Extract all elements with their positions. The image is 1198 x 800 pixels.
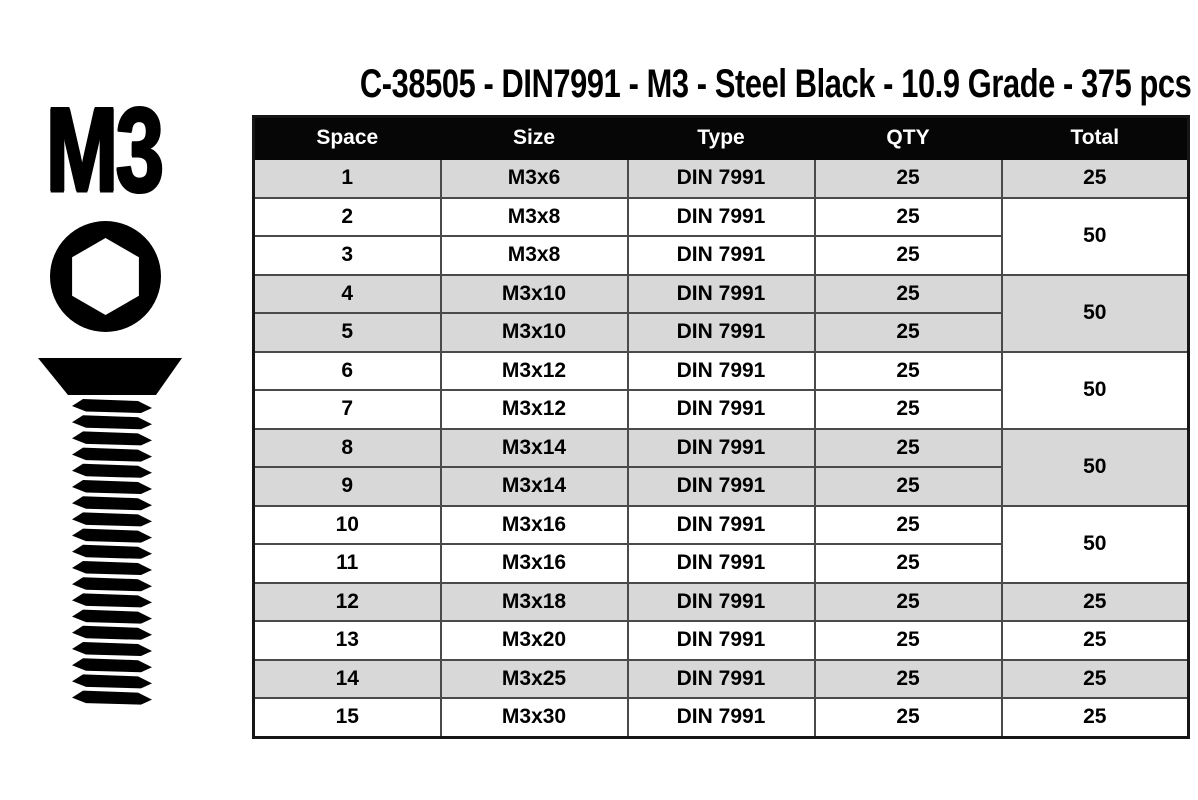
header-row — [254, 117, 1189, 160]
cell-qty: 25 — [815, 159, 1002, 198]
cell-type: DIN 7991 — [628, 660, 815, 699]
column-header-space: Space — [254, 117, 441, 160]
cell-space: 11 — [254, 544, 441, 583]
column-header-type: Type — [628, 117, 815, 160]
cell-space: 1 — [254, 159, 441, 198]
cell-space: 13 — [254, 621, 441, 660]
table-row — [254, 506, 1189, 545]
cell-type: DIN 7991 — [628, 390, 815, 429]
cell-qty: 25 — [815, 236, 1002, 275]
cell-type: DIN 7991 — [628, 621, 815, 660]
cell-size: M3x10 — [441, 313, 628, 352]
cell-size: M3x8 — [441, 198, 628, 237]
cell-space: 8 — [254, 429, 441, 468]
cell-qty: 25 — [815, 544, 1002, 583]
cell-space: 9 — [254, 467, 441, 506]
cell-type: DIN 7991 — [628, 467, 815, 506]
cell-type: DIN 7991 — [628, 429, 815, 468]
cell-size: M3x10 — [441, 275, 628, 314]
cell-size: M3x16 — [441, 506, 628, 545]
column-header-qty: QTY — [815, 117, 1002, 160]
cell-qty: 25 — [815, 506, 1002, 545]
cell-space: 10 — [254, 506, 441, 545]
cell-space: 6 — [254, 352, 441, 391]
table-body — [254, 159, 1189, 737]
table-row — [254, 198, 1189, 237]
table-row — [254, 275, 1189, 314]
parts-table — [252, 115, 1190, 739]
countersunk-screw-icon — [30, 356, 190, 708]
cell-size: M3x8 — [441, 236, 628, 275]
cell-space: 2 — [254, 198, 441, 237]
cell-size: M3x12 — [441, 390, 628, 429]
cell-space: 3 — [254, 236, 441, 275]
parts-table-wrap — [252, 115, 1190, 739]
table-row — [254, 698, 1189, 737]
cell-total: 25 — [1002, 159, 1189, 198]
cell-qty: 25 — [815, 660, 1002, 699]
cell-type: DIN 7991 — [628, 506, 815, 545]
cell-type: DIN 7991 — [628, 544, 815, 583]
cell-qty: 25 — [815, 621, 1002, 660]
cell-total: 25 — [1002, 583, 1189, 622]
cell-qty: 25 — [815, 698, 1002, 737]
cell-total: 25 — [1002, 660, 1189, 699]
cell-total: 50 — [1002, 506, 1189, 583]
table-row — [254, 583, 1189, 622]
cell-qty: 25 — [815, 583, 1002, 622]
cell-total: 50 — [1002, 429, 1189, 506]
cell-size: M3x20 — [441, 621, 628, 660]
product-graphic — [0, 0, 240, 800]
cell-qty: 25 — [815, 352, 1002, 391]
table-row — [254, 429, 1189, 468]
cell-total: 50 — [1002, 198, 1189, 275]
cell-type: DIN 7991 — [628, 313, 815, 352]
column-header-total: Total — [1002, 117, 1189, 160]
cell-qty: 25 — [815, 313, 1002, 352]
cell-total: 50 — [1002, 352, 1189, 429]
cell-qty: 25 — [815, 390, 1002, 429]
cell-type: DIN 7991 — [628, 352, 815, 391]
cell-space: 14 — [254, 660, 441, 699]
cell-qty: 25 — [815, 467, 1002, 506]
cell-size: M3x18 — [441, 583, 628, 622]
hex-socket-head-icon — [50, 221, 161, 332]
table-row — [254, 660, 1189, 699]
cell-type: DIN 7991 — [628, 236, 815, 275]
page-title: C-38505 - DIN7991 - M3 - Steel Black - 10.9 Grade - 375 pcs — [359, 62, 1192, 106]
cell-space: 12 — [254, 583, 441, 622]
cell-size: M3x25 — [441, 660, 628, 699]
table-row — [254, 621, 1189, 660]
cell-space: 7 — [254, 390, 441, 429]
cell-type: DIN 7991 — [628, 198, 815, 237]
table-row — [254, 352, 1189, 391]
cell-total: 25 — [1002, 621, 1189, 660]
cell-type: DIN 7991 — [628, 583, 815, 622]
cell-total: 25 — [1002, 698, 1189, 737]
cell-size: M3x14 — [441, 429, 628, 468]
cell-qty: 25 — [815, 198, 1002, 237]
thread-size-label: M3 — [46, 83, 162, 217]
cell-type: DIN 7991 — [628, 275, 815, 314]
cell-space: 15 — [254, 698, 441, 737]
table-row — [254, 159, 1189, 198]
table-header — [254, 117, 1189, 160]
cell-space: 5 — [254, 313, 441, 352]
cell-total: 50 — [1002, 275, 1189, 352]
cell-qty: 25 — [815, 275, 1002, 314]
cell-qty: 25 — [815, 429, 1002, 468]
cell-type: DIN 7991 — [628, 159, 815, 198]
cell-type: DIN 7991 — [628, 698, 815, 737]
cell-size: M3x14 — [441, 467, 628, 506]
cell-size: M3x6 — [441, 159, 628, 198]
cell-space: 4 — [254, 275, 441, 314]
cell-size: M3x12 — [441, 352, 628, 391]
column-header-size: Size — [441, 117, 628, 160]
cell-size: M3x30 — [441, 698, 628, 737]
cell-size: M3x16 — [441, 544, 628, 583]
